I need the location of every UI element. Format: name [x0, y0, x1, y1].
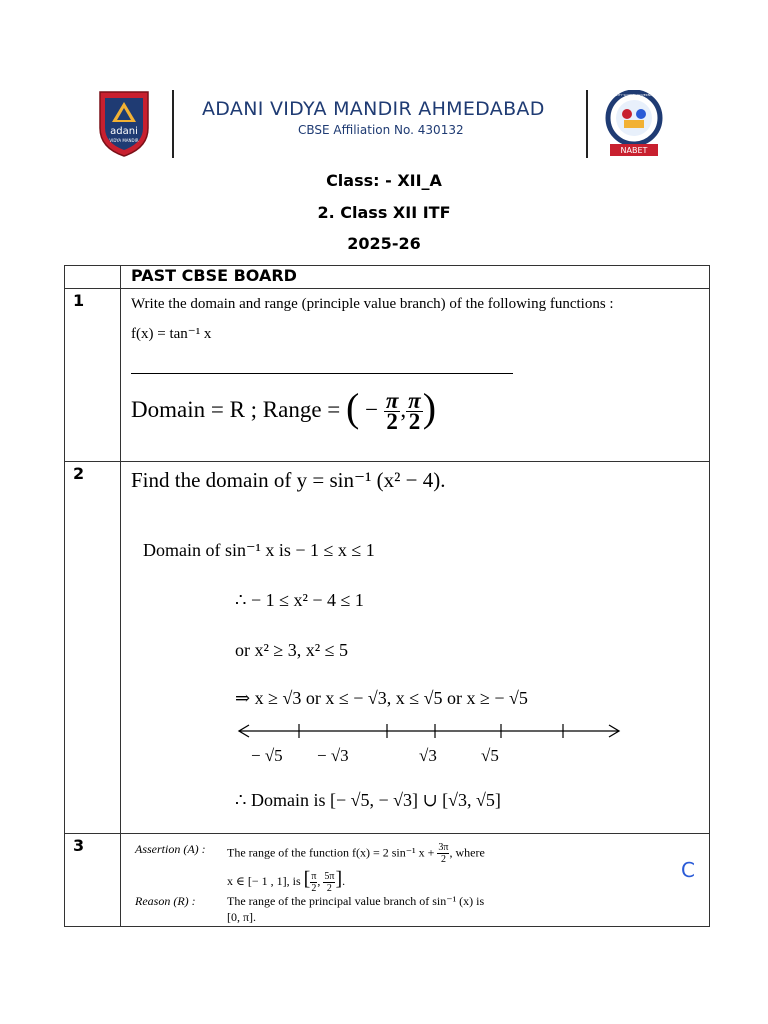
- answer-divider: [131, 373, 513, 374]
- school-name: ADANI VIDYA MANDIR AHMEDABAD: [202, 98, 545, 120]
- year-title: 2025-26: [347, 234, 421, 253]
- question-1-answer: [131, 380, 703, 435]
- answer-fraction-2: [406, 388, 423, 435]
- solution-line: or x² ≥ 3, x² ≤ 5: [235, 640, 349, 660]
- solution-line: Domain of sin⁻¹ x is − 1 ≤ x ≤ 1: [143, 540, 375, 560]
- question-number: 3: [65, 834, 121, 927]
- fraction-denominator: 2: [326, 882, 332, 894]
- question-2-box: [131, 468, 703, 833]
- reason-value: [0, π].: [227, 910, 257, 924]
- reason-text: The range of the principal value branch of sin⁻¹ (x) is: [227, 894, 485, 908]
- assertion-text: [227, 842, 485, 865]
- bracket-close: ]: [335, 868, 343, 890]
- question-3-content: [121, 834, 710, 927]
- question-number: 1: [65, 289, 121, 462]
- question-row-2: [65, 462, 710, 834]
- answer-fraction-1: [384, 388, 401, 435]
- table-header-text: PAST CBSE BOARD: [131, 266, 297, 285]
- number-line: [235, 718, 625, 744]
- range-fraction-1: [310, 871, 317, 894]
- question-number: 2: [65, 462, 121, 834]
- logo-subtext: VIDYA MANDIR: [109, 138, 139, 143]
- school-header: [96, 88, 676, 160]
- question-3-box: [131, 834, 703, 926]
- nabet-text: NABET: [620, 146, 648, 155]
- question-2-title: Find the domain of y = sin⁻¹ (x² − 4).: [131, 468, 446, 492]
- answer-option: C: [681, 858, 695, 882]
- nabet-logo: [594, 90, 674, 158]
- solution-line: ⇒ x ≥ √3 or x ≤ − √3, x ≤ √5 or x ≥ − √5: [235, 688, 528, 708]
- table-header-row: [65, 266, 710, 289]
- question-1-content: [121, 289, 710, 462]
- fraction-numerator: π: [311, 870, 317, 882]
- fraction-denominator: 2: [311, 882, 317, 894]
- fraction-numerator: 3π: [438, 842, 449, 853]
- question-1-function: f(x) = tan⁻¹ x: [131, 326, 212, 342]
- class-title: Class: - XII_A: [326, 171, 442, 190]
- question-table: [64, 265, 710, 927]
- header-divider-left: [172, 90, 174, 158]
- numberline-label: − √3: [317, 746, 349, 765]
- reason-label: Reason (R) :: [135, 894, 196, 908]
- numberline-label: − √5: [251, 746, 283, 765]
- assertion-label: Assertion (A) :: [135, 842, 206, 856]
- assertion-fraction: [437, 842, 449, 865]
- right-paren: ): [422, 385, 437, 430]
- numberline-label: √5: [481, 746, 499, 765]
- bracket-open: [: [303, 868, 311, 890]
- header-cell: [121, 266, 710, 289]
- header-divider-right: [586, 90, 588, 158]
- answer-minus: −: [365, 397, 379, 422]
- logo-text: adani: [110, 126, 138, 137]
- assertion-domain: x ∈ [− 1 , 1], is: [227, 874, 301, 888]
- assertion-where: , where: [449, 845, 485, 860]
- fraction-numerator: π: [408, 388, 421, 414]
- fraction-numerator: 5π: [324, 870, 335, 882]
- numberline-label: √3: [419, 746, 437, 765]
- fraction-denominator: 2: [408, 409, 421, 435]
- school-crest-logo: [96, 88, 152, 158]
- answer-comma: ,: [400, 397, 407, 422]
- range-fraction-2: [323, 871, 335, 894]
- assertion-range: x ∈ [− 1 , 1], is [ $\frac{\pi}{2}$, $\frac{5\pi}{2}$].: [227, 868, 346, 894]
- subject-title: 2. Class XII ITF: [317, 203, 451, 222]
- fraction-numerator: π: [385, 388, 399, 414]
- header-number-cell: [65, 266, 121, 289]
- question-row-3: [65, 834, 710, 927]
- question-2-content: [121, 462, 710, 834]
- assertion-body: The range of the function f(x) = 2 sin⁻¹ x +: [227, 845, 435, 860]
- answer-prefix: Domain = R ; Range =: [131, 397, 347, 422]
- fraction-denominator: 2: [386, 409, 398, 435]
- domain-conclusion: ∴ Domain is [− √5, − √3] ∪ [√3, √5]: [235, 790, 501, 810]
- left-paren: (: [346, 385, 360, 430]
- question-row-1: [65, 289, 710, 462]
- question-1-text: Write the domain and range (principle value branch) of the following functions :: [131, 296, 614, 312]
- solution-line: ∴ − 1 ≤ x² − 4 ≤ 1: [235, 590, 364, 610]
- nabet-ring-text: QUALITY SCHOOL GOVERNANCE: [609, 93, 659, 97]
- affiliation-number: CBSE Affiliation No. 430132: [298, 123, 464, 137]
- fraction-denominator: 2: [440, 854, 446, 865]
